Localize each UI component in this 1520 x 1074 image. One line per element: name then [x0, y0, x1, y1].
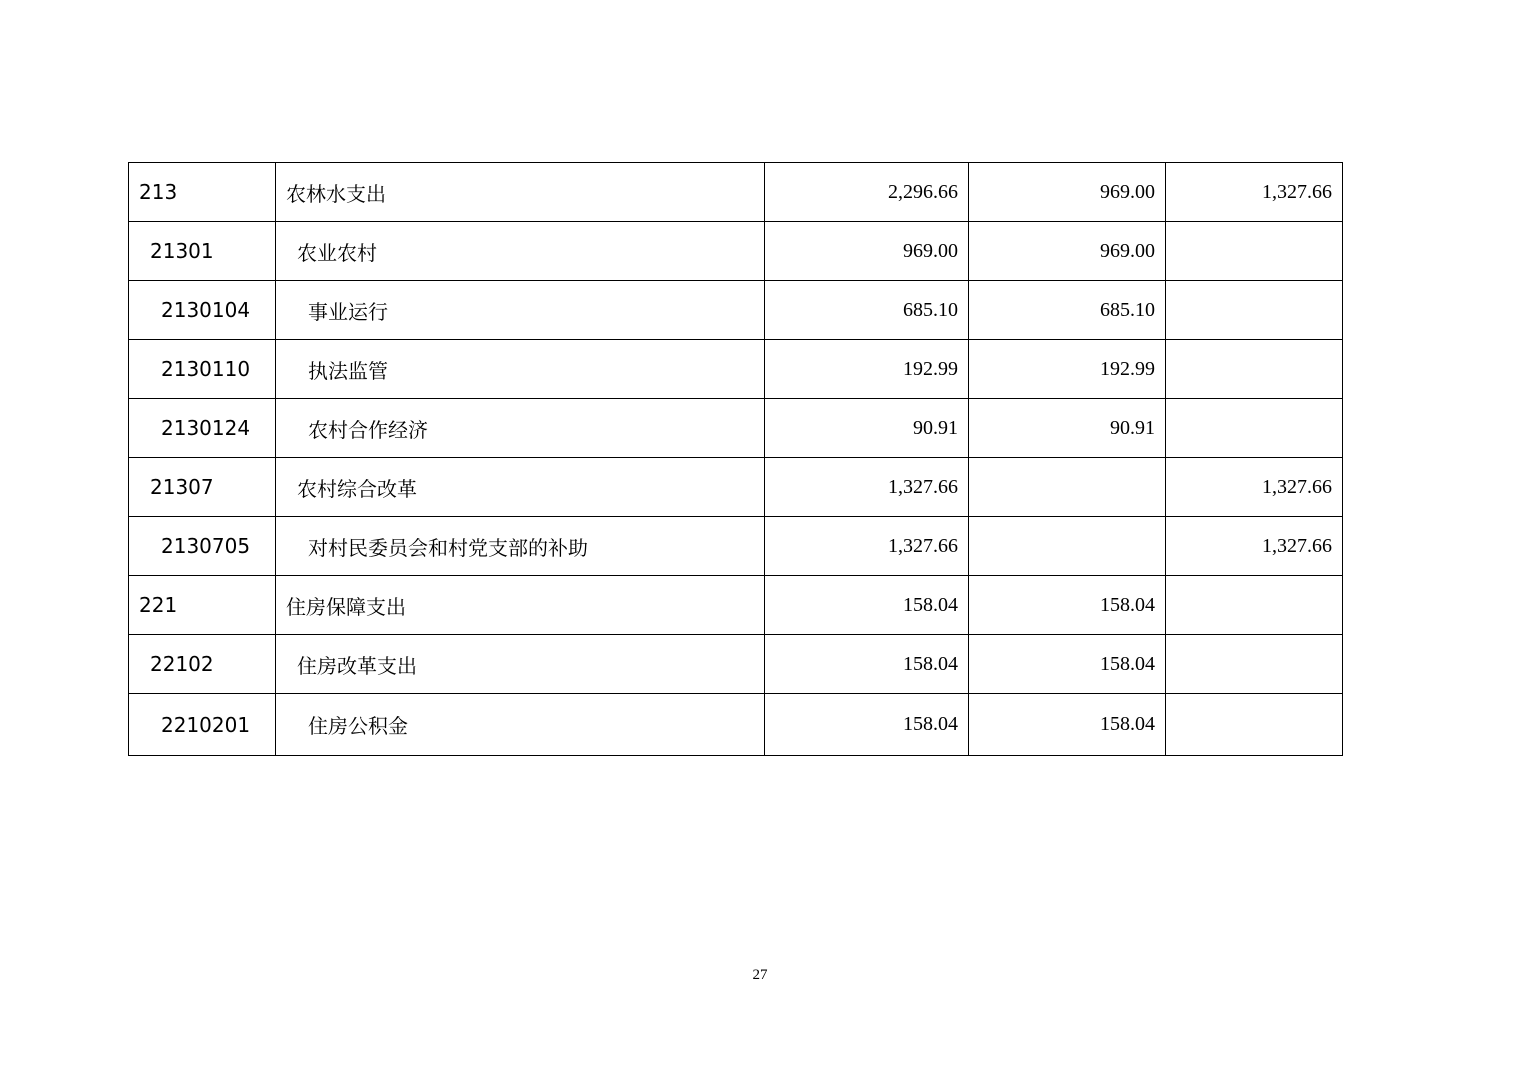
- total-amount: 158.04: [765, 576, 969, 635]
- subject-code: 21307: [129, 458, 276, 517]
- subject-name: 农村合作经济: [276, 399, 765, 458]
- project-expenditure: [1166, 222, 1343, 281]
- total-amount: 2,296.66: [765, 163, 969, 222]
- total-amount: 158.04: [765, 694, 969, 756]
- basic-expenditure: 969.00: [969, 163, 1166, 222]
- basic-expenditure: 969.00: [969, 222, 1166, 281]
- project-expenditure: [1166, 340, 1343, 399]
- table-row: [129, 517, 1343, 576]
- total-amount: 969.00: [765, 222, 969, 281]
- budget-expenditure-table: [128, 162, 1343, 756]
- table-row: [129, 163, 1343, 222]
- basic-expenditure: 685.10: [969, 281, 1166, 340]
- project-expenditure: 1,327.66: [1166, 163, 1343, 222]
- basic-expenditure: 158.04: [969, 694, 1166, 756]
- table-row: [129, 399, 1343, 458]
- subject-name: 事业运行: [276, 281, 765, 340]
- project-expenditure: [1166, 281, 1343, 340]
- table-row: [129, 576, 1343, 635]
- basic-expenditure: 158.04: [969, 635, 1166, 694]
- project-expenditure: 1,327.66: [1166, 517, 1343, 576]
- subject-code: 2130124: [129, 399, 276, 458]
- basic-expenditure: 90.91: [969, 399, 1166, 458]
- basic-expenditure: [969, 458, 1166, 517]
- subject-name: 住房公积金: [276, 694, 765, 756]
- subject-name: 农林水支出: [276, 163, 765, 222]
- subject-code: 21301: [129, 222, 276, 281]
- table-row: [129, 222, 1343, 281]
- subject-code: 2130104: [129, 281, 276, 340]
- total-amount: 158.04: [765, 635, 969, 694]
- subject-code: 2130110: [129, 340, 276, 399]
- subject-code: 213: [129, 163, 276, 222]
- project-expenditure: [1166, 399, 1343, 458]
- total-amount: 1,327.66: [765, 458, 969, 517]
- subject-code: 22102: [129, 635, 276, 694]
- total-amount: 90.91: [765, 399, 969, 458]
- basic-expenditure: 192.99: [969, 340, 1166, 399]
- project-expenditure: [1166, 576, 1343, 635]
- subject-code: 2130705: [129, 517, 276, 576]
- table-row: [129, 458, 1343, 517]
- subject-name: 农业农村: [276, 222, 765, 281]
- subject-name: 农村综合改革: [276, 458, 765, 517]
- project-expenditure: [1166, 694, 1343, 756]
- project-expenditure: 1,327.66: [1166, 458, 1343, 517]
- total-amount: 685.10: [765, 281, 969, 340]
- project-expenditure: [1166, 635, 1343, 694]
- table-row: [129, 694, 1343, 756]
- subject-name: 执法监管: [276, 340, 765, 399]
- basic-expenditure: 158.04: [969, 576, 1166, 635]
- subject-code: 221: [129, 576, 276, 635]
- subject-code: 2210201: [129, 694, 276, 756]
- total-amount: 1,327.66: [765, 517, 969, 576]
- table-row: [129, 281, 1343, 340]
- table-row: [129, 340, 1343, 399]
- subject-name: 住房改革支出: [276, 635, 765, 694]
- table-row: [129, 635, 1343, 694]
- subject-name: 对村民委员会和村党支部的补助: [276, 517, 765, 576]
- total-amount: 192.99: [765, 340, 969, 399]
- subject-name: 住房保障支出: [276, 576, 765, 635]
- basic-expenditure: [969, 517, 1166, 576]
- page-number: 27: [752, 967, 768, 983]
